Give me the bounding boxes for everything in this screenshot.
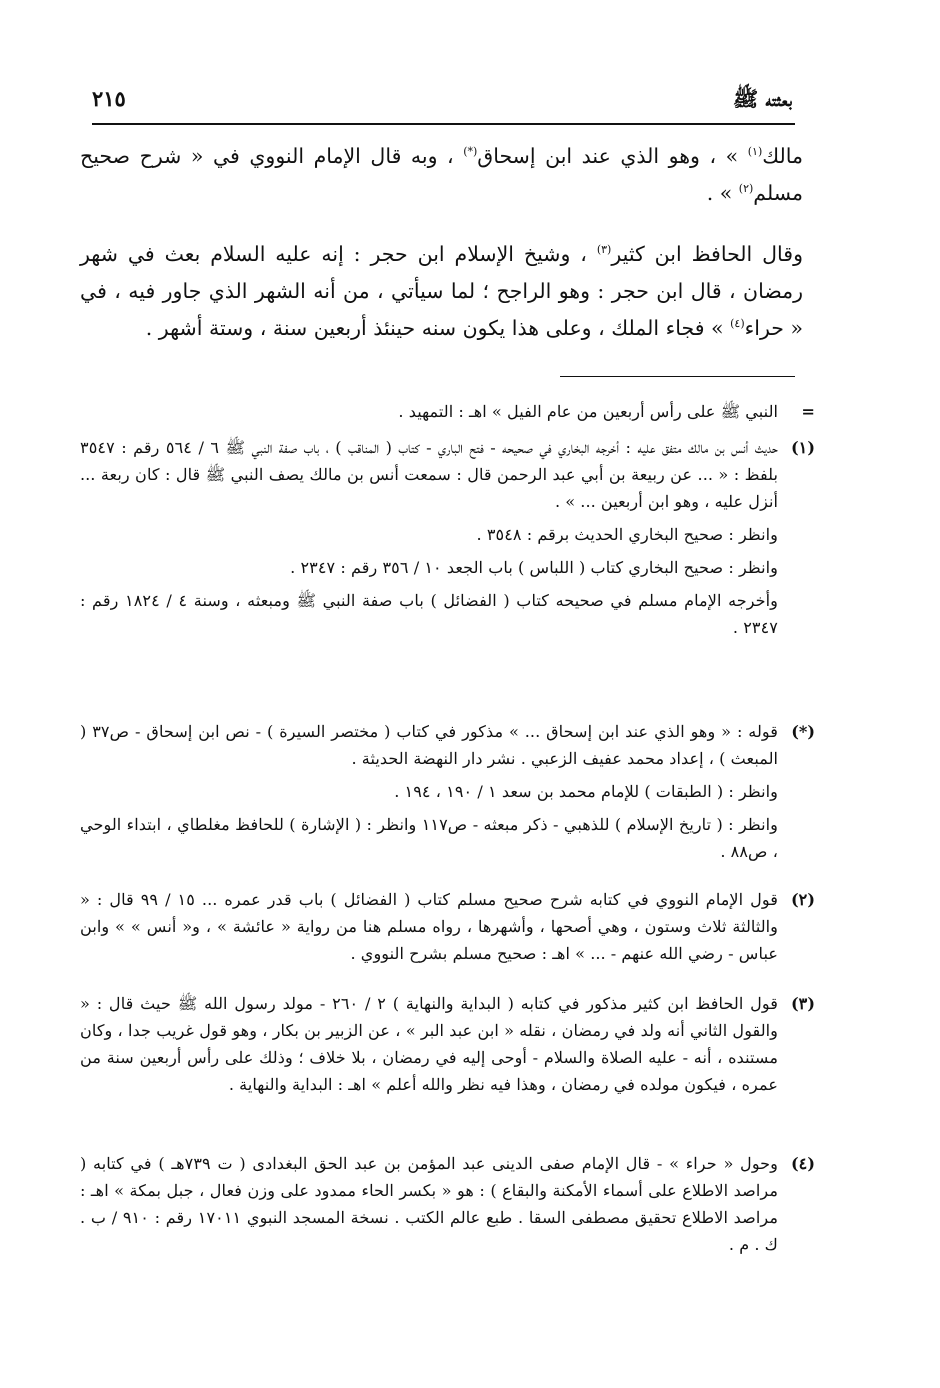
footnote-text: قول الإمام النووي في كتابه شرح صحيح مسلم كتاب ( الفضائل ) باب قدر عمره ... ١٥ / ٩٩ قال : « والثالثة ثلاث وستون ، وهي أصحها ، وأشهرها ، رواه مسلم هنا من رواية « عائشة » ، و« أنس » » وابن عباس - رضي الله عنهم - ... » اهـ : صحيح مسلم بشرح النووي . [80, 890, 778, 963]
footnote-ref-1[interactable]: (١) [747, 145, 763, 159]
footnote-text: قوله : « وهو الذي عند ابن إسحاق ... » مذكور في كتاب ( مختصر السيرة ) - نص ابن إسحاق - ص٣٧ ( المبعث ) ، إعداد محمد عفيف الزعبي . نشر دار النهضة الحديثة . [80, 722, 778, 768]
text-run: وقال الحافظ ابن كثير [611, 242, 803, 266]
footnote-text: وانظر : صحيح البخاري كتاب ( اللباس ) باب الجعد ١٠ / ٣٥٦ رقم : ٢٣٤٧ . [290, 558, 778, 577]
footnote-ref-2[interactable]: (٢) [738, 182, 754, 196]
text-run: ، وشيخ الإسلام ابن حجر : إنه عليه السلام بعث في شهر رمضان ، قال ابن حجر : وهو الراجح ؛ لما سيأتي ، من أنه الشهر الذي جاور فيه ، في « حراء [80, 242, 803, 340]
footnote-text: وانظر : ( الطبقات ) للإمام محمد بن سعد ١ / ١٩٠ ، ١٩٤ . [394, 782, 778, 801]
footnote-text: وانظر : ( تاريخ الإسلام ) للذهبي - ذكر مبعثه - ص١١٧ وانظر : ( الإشارة ) للحافظ مغلطاي ، ابتداء الوحي ، ص٨٨ . [80, 815, 778, 861]
footnote-mark: = [801, 402, 815, 421]
footnote-text: وحول « حراء » - قال الإمام صفى الدينى عبد المؤمن بن عبد الحق البغدادى ( ت ٧٣٩هـ ) في كتابه ( مراصد الاطلاع على أسماء الأمكنة والبقاع ) : هو « بكسر الحاء ممدود على وزن فعال ، جبل بمكة » اهـ : مراصد الاطلاع تحقيق مصطفى السقا . طبع عالم الكتب . نسخة المسجد النبوي ١٧٠١١ رقم : ٩١٠ / ب . ك . م . [80, 1154, 778, 1254]
page-number: ٢١٥ [92, 86, 126, 111]
main-paragraph-1 [80, 138, 803, 212]
footnote-mark: (٤) [790, 1154, 815, 1173]
footnote-text: حديث أنس بن مالك متفق عليه : أخرجه البخاري في صحيحه - فتح الباري - كتاب ( المناقب ) ، باب صفة النبي ﷺ ٦ / ٥٦٤ رقم : ٣٥٤٧ بلفظ : « ... عن ربيعة بن أبي عبد الرحمن قال : سمعت أنس بن مالك يصف النبي ﷺ قال : كان ربعة ... أنزل عليه ، وهو ابن أربعين ... » . [80, 438, 778, 511]
footnote-ref-4[interactable]: (٤) [730, 317, 745, 331]
text-run: مالك [762, 144, 803, 168]
text-run: » . [706, 181, 739, 205]
header-divider [92, 123, 795, 125]
chapter-title: بعثته ﷺ [732, 86, 792, 111]
footnote-divider [560, 376, 795, 377]
footnote-mark: (*) [791, 722, 815, 741]
text-run: ، وبه قال الإمام النووي في « شرح صحيح مسلم [80, 144, 803, 205]
footnote-mark: (٣) [790, 994, 815, 1013]
footnote-ref-star[interactable]: (*) [463, 145, 478, 159]
running-header [92, 82, 792, 120]
footnote-mark: (٢) [790, 890, 815, 909]
text-run: » فجاء الملك ، وعلى هذا يكون سنه حينئذ أربعين سنة ، وستة أشهر . [145, 316, 731, 340]
main-paragraph-2 [80, 236, 803, 347]
footnote-text: النبي ﷺ على رأس أربعين من عام الفيل » اهـ : التمهيد . [398, 402, 778, 421]
footnote-mark: (١) [790, 438, 815, 457]
footnote-text: وانظر : صحيح البخاري الحديث برقم : ٣٥٤٨ . [476, 525, 778, 544]
footnote-ref-3[interactable]: (٣) [596, 243, 612, 257]
footnote-text: قول الحافظ ابن كثير مذكور في كتابه ( البداية والنهاية ) ٢ / ٢٦٠ - مولد رسول الله ﷺ حيث قال : « والقول الثاني أنه ولد في رمضان ، نقله « ابن عبد البر » ، عن الزبير بن بكار ، وهو قول غريب جدا ، وكان مستنده ، أنه - عليه الصلاة والسلام - أوحى إليه في رمضان ، بلا خلاف ؛ وذلك على رأس أربعين سنة من عمره ، فيكون مولده في رمضان ، وهذا فيه نظر والله أعلم » اهـ : البداية والنهاية . [80, 994, 779, 1094]
footnote-text: وأخرجه الإمام مسلم في صحيحه كتاب ( الفضائل ) باب صفة النبي ﷺ ومبعثه ، وسنة ٤ / ١٨٢٤ رقم : ٢٣٤٧ . [80, 591, 779, 637]
text-run: » ، وهو الذي عند ابن إسحاق [477, 144, 748, 168]
